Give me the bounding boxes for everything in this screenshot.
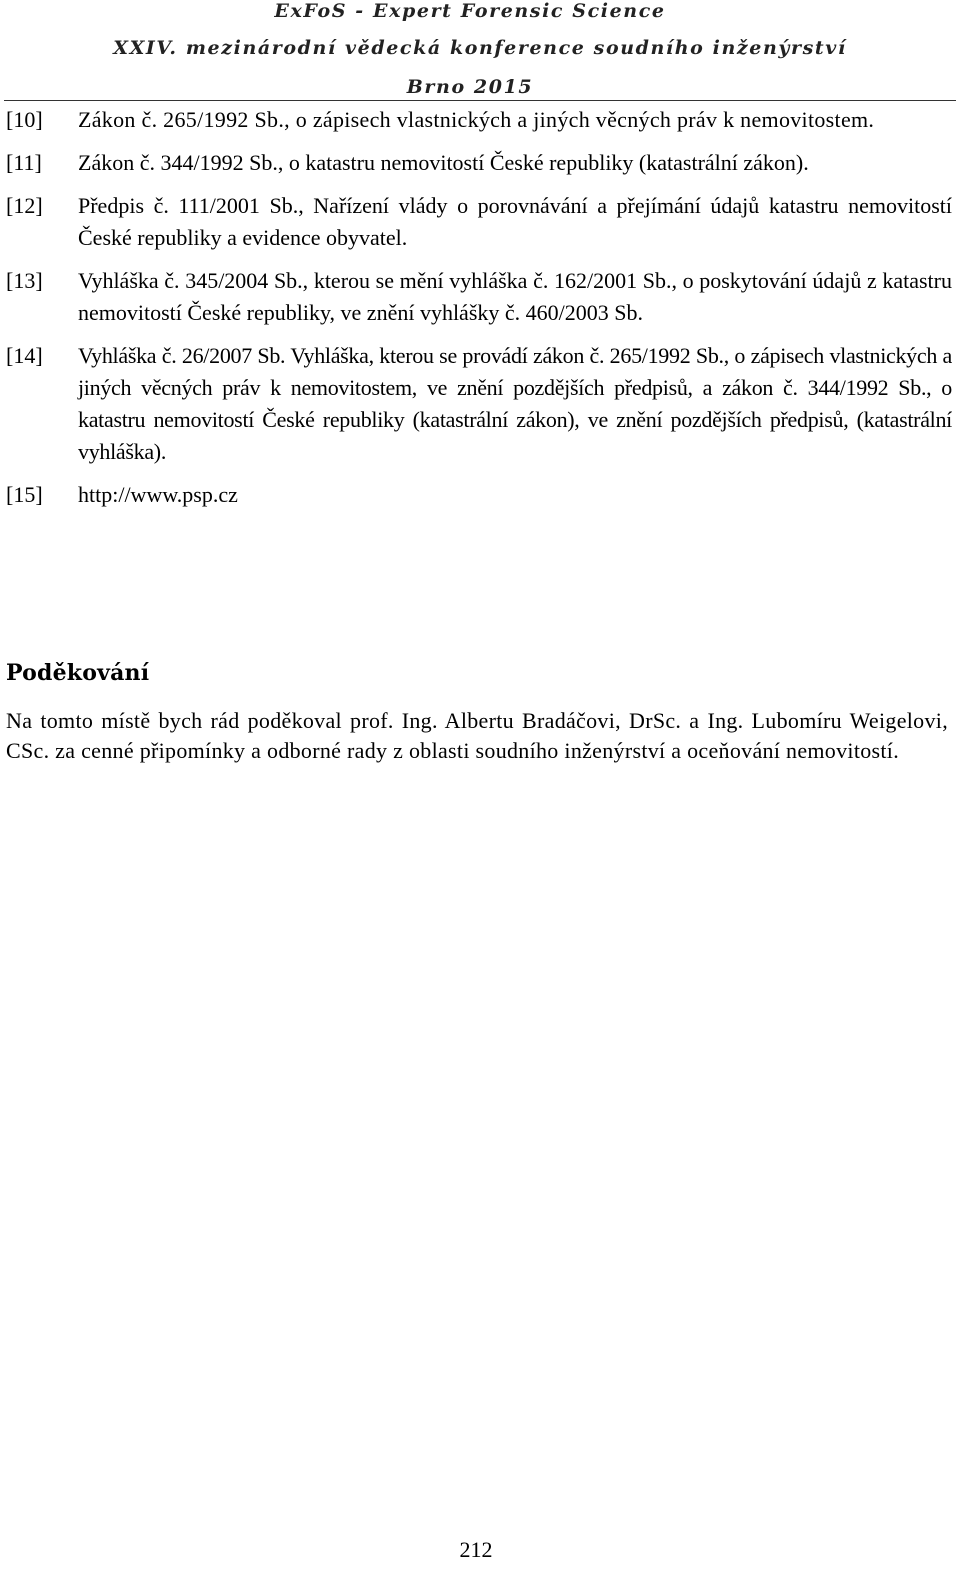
header-conference-title: XXIV. mezinárodní vědecká konference soudního inženýrství xyxy=(113,37,847,59)
reference-number: [12] xyxy=(6,193,43,218)
reference-text: Vyhláška č. 345/2004 Sb., kterou se mění vyhláška č. 162/2001 Sb., o poskytování údajů z katastru nemovitostí České republiky, ve znění vyhlášky č. 460/2003 Sb. xyxy=(78,268,952,325)
reference-list xyxy=(6,104,952,522)
acknowledgement-paragraph: Na tomto místě bych rád poděkoval prof. Ing. Albertu Bradáčovi, DrSc. a Ing. Lubomíru Weigelovi, CSc. za cenné připomínky a odborné rady z oblasti soudního inženýrství a oceňování nemovitostí. xyxy=(6,708,948,763)
reference-number: [11] xyxy=(6,150,42,175)
reference-text: Vyhláška č. 26/2007 Sb. Vyhláška, kterou se provádí zákon č. 265/1992 Sb., o zápisech vlastnických a jiných věcných práv k nemovitostem, ve znění pozdějších předpisů, a zákon č. 344/1992 Sb., o katastru nemovitostí České republiky (katastrální zákon), ve znění pozdějších předpisů, (katastrální vyhláška). xyxy=(78,343,952,464)
reference-item xyxy=(6,265,952,329)
reference-text: Zákon č. 344/1992 Sb., o katastru nemovitostí České republiky (katastrální zákon). xyxy=(78,150,809,175)
reference-text: Zákon č. 265/1992 Sb., o zápisech vlastnických a jiných věcných práv k nemovitostem. xyxy=(78,107,875,132)
reference-item xyxy=(6,479,952,511)
acknowledgement-heading: Poděkování xyxy=(6,660,150,686)
reference-link[interactable]: http://www.psp.cz xyxy=(78,482,238,507)
reference-item xyxy=(6,190,952,254)
reference-item xyxy=(6,104,952,136)
reference-number: [14] xyxy=(6,343,43,368)
page-number: 212 xyxy=(459,1537,493,1562)
reference-text: Předpis č. 111/2001 Sb., Nařízení vlády o porovnávání a přejímání údajů katastru nemovitostí České republiky a evidence obyvatel. xyxy=(78,193,952,250)
reference-number: [13] xyxy=(6,268,43,293)
header-place-year: Brno 2015 xyxy=(406,76,534,98)
reference-number: [10] xyxy=(6,107,43,132)
reference-number: [15] xyxy=(6,482,43,507)
reference-item xyxy=(6,340,952,468)
header-journal-title: ExFoS - Expert Forensic Science xyxy=(274,0,666,22)
header-divider xyxy=(4,100,956,101)
reference-item xyxy=(6,147,952,179)
